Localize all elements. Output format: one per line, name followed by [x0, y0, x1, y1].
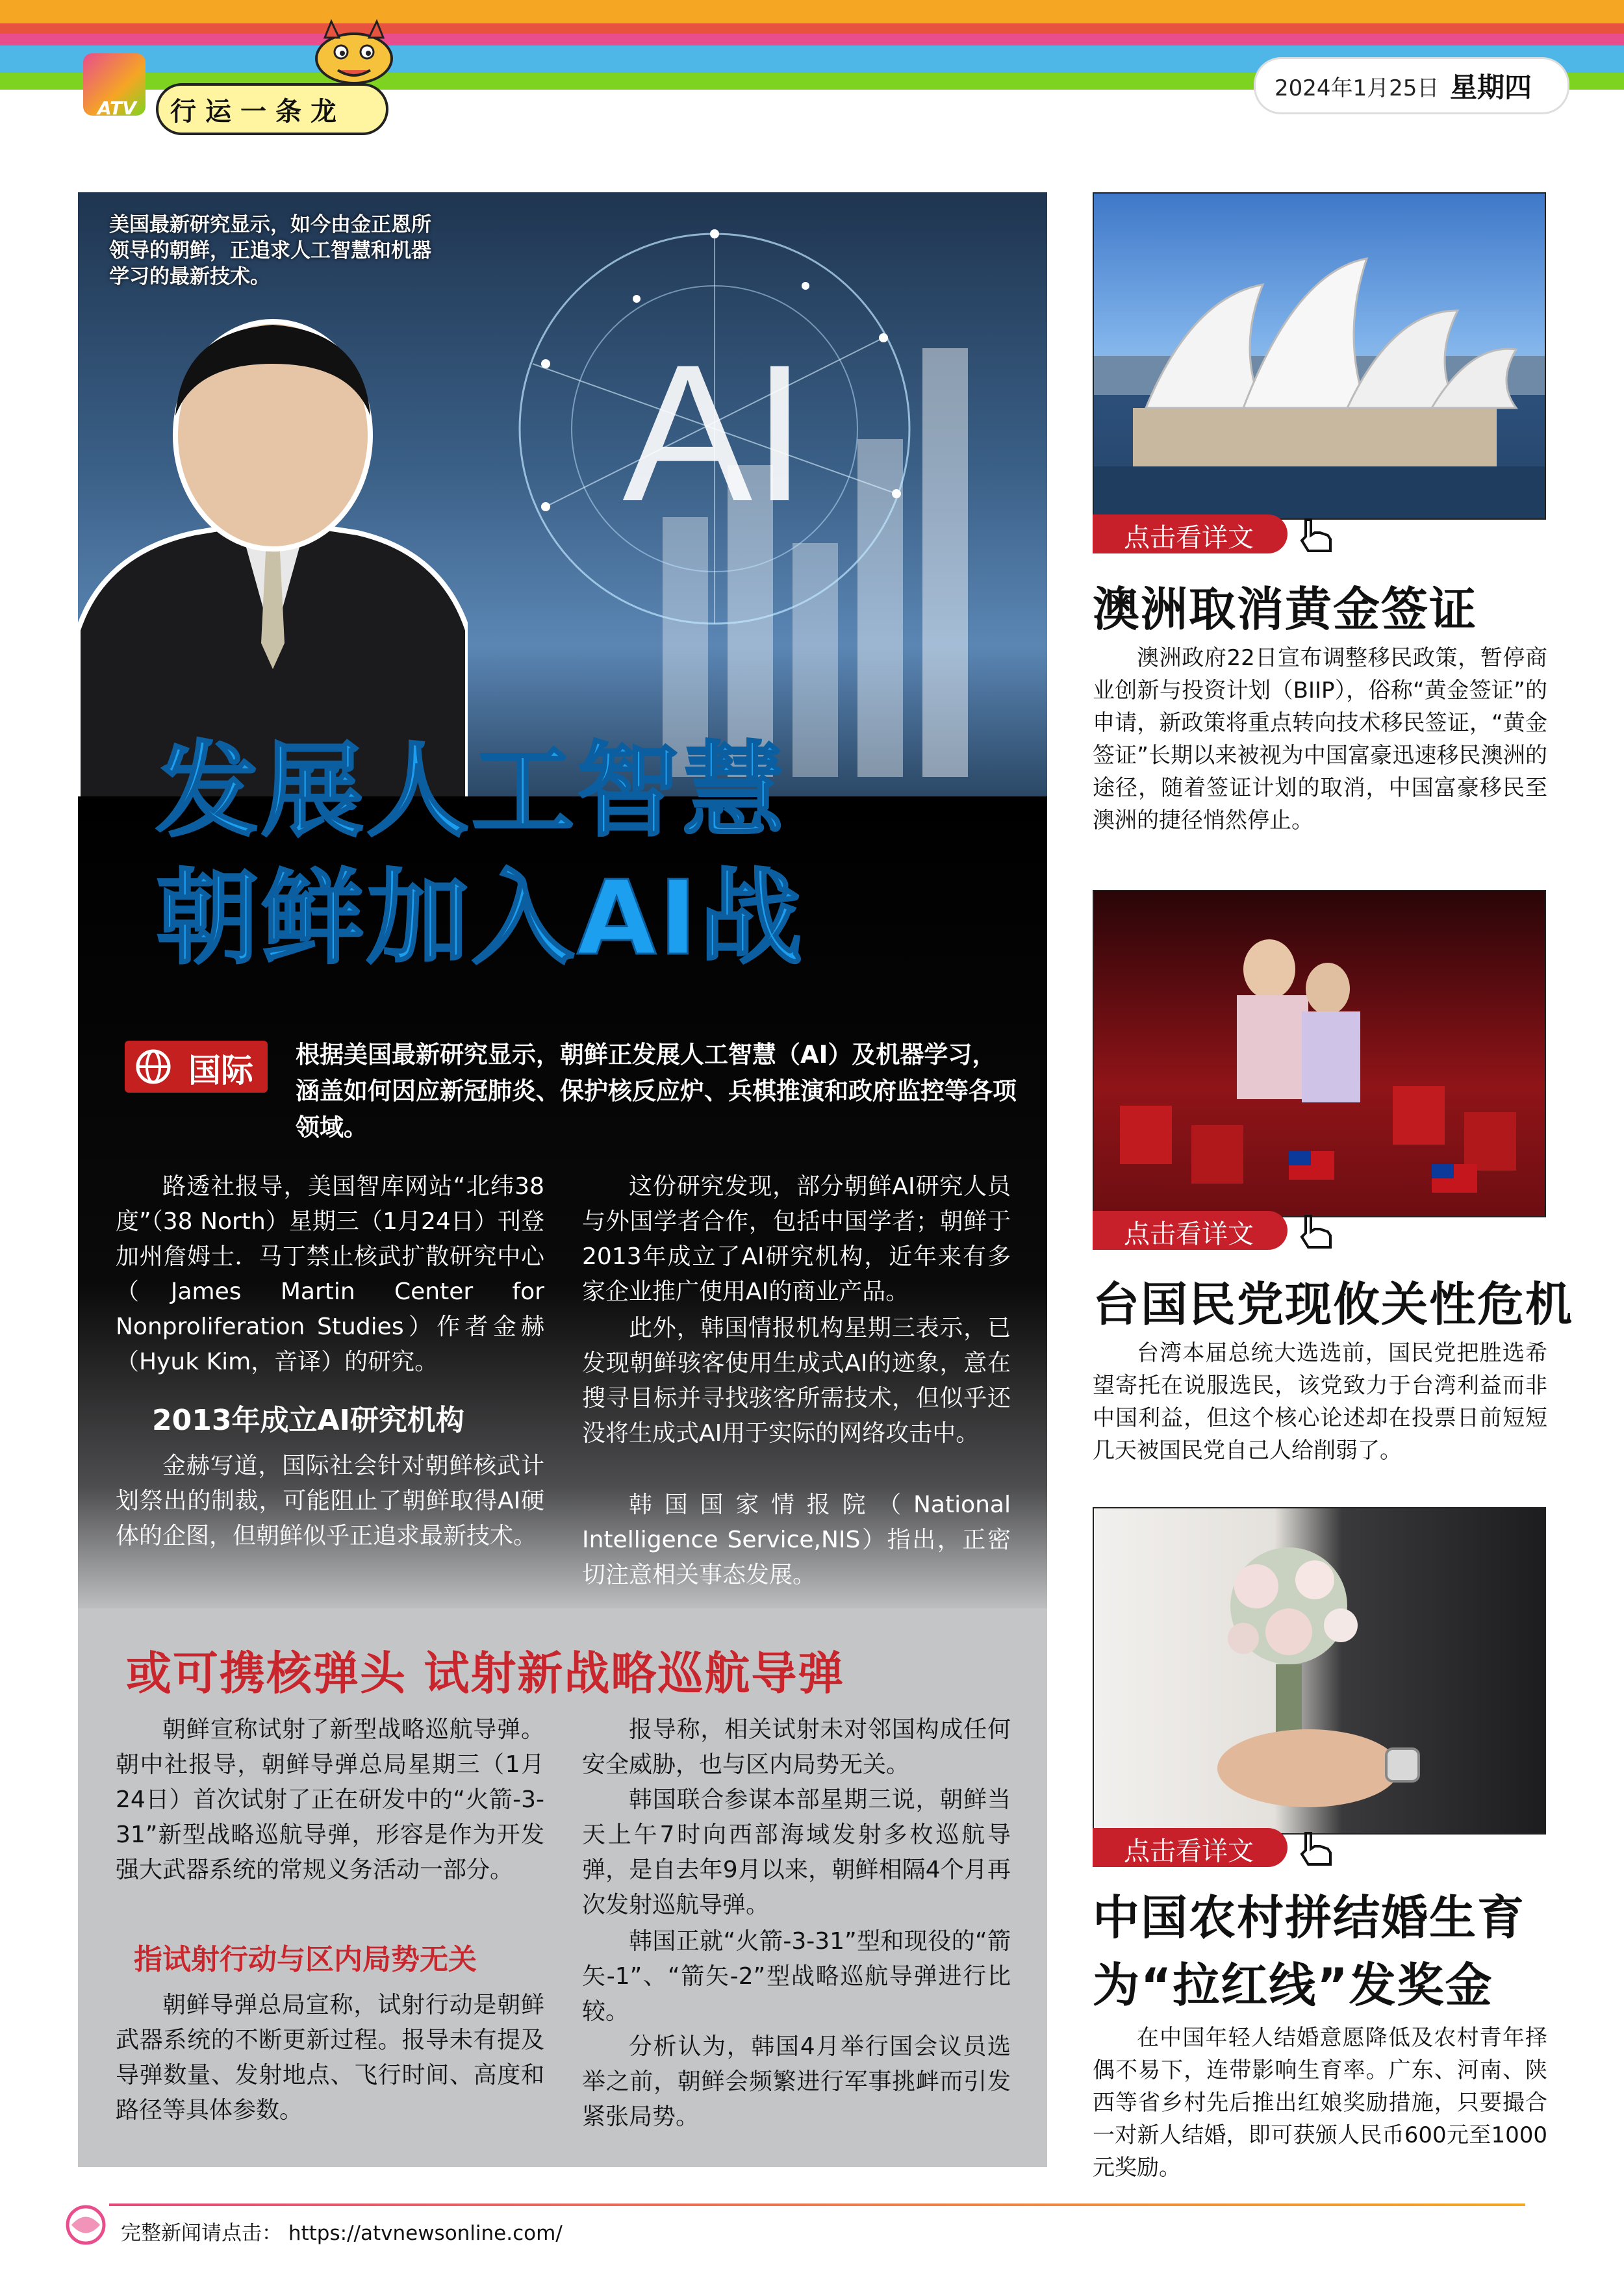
missile-col2-para4: 分析认为，韩国4月举行国会议员选举之前，朝鲜会频繁进行军事挑衅而引发紧张局势。	[582, 2033, 1011, 2130]
main-col1-subhead: 2013年成立AI研究机构	[152, 1404, 464, 1437]
main-col2-para1: 这份研究发现，部分朝鲜AI研究人员与外国学者合作，包括中国学者；朝鲜于2013年成立了AI研究机构，近年来有多家企业推广使用AI的商业产品。	[582, 1173, 1011, 1305]
wedding-bouquet-photo[interactable]	[1093, 1507, 1546, 1835]
pointer-hand-icon	[1293, 513, 1338, 559]
main-col1-para1: 路透社报导，美国智库网站“北纬38度”（38 North）星期三（1月24日）刊登加州詹姆士．马丁禁止核武扩散研究中心（James Martin Center for Nonproliferation Studies）作者金赫（Hyuk Kim，音译）的研究。	[116, 1173, 544, 1375]
missile-col2-para1: 报导称，相关试射未对邻国构成任何安全威胁，也与区内局势无关。	[582, 1716, 1011, 1778]
sidebar-body-1: 澳洲政府22日宣布调整移民政策，暂停商业创新与投资计划（BIIP），俗称“黄金签证”的申请，新政策将重点转向技术移民签证，“黄金签证”长期以来被视为中国富豪迅速移民澳洲的途径，随着签证计划的取消，中国富豪移民至澳洲的捷径悄然停止。	[1093, 645, 1547, 833]
article-lead: 根据美国最新研究显示，朝鲜正发展人工智慧（AI）及机器学习，涵盖如何因应新冠肺炎、保护核反应炉、兵棋推演和政府监控等各项领域。	[296, 1041, 1017, 1141]
sidebar-title-2[interactable]: 台国民党现攸关性危机	[1093, 1277, 1574, 1332]
read-more-label-3: 点击看详文	[1124, 1836, 1254, 1866]
pointer-hand-icon	[1293, 1827, 1338, 1872]
section-tag-label: 国际	[188, 1052, 253, 1089]
rally-chairs-graphic	[1094, 891, 1545, 1216]
ai-brain-graphic	[468, 195, 1000, 702]
main-col1-para2: 金赫写道，国际社会针对朝鲜核武计划祭出的制裁，可能阻止了朝鲜取得AI硬体的企图，但朝鲜似乎正追求最新技术。	[116, 1453, 544, 1549]
footer-logo-icon	[60, 2202, 112, 2248]
missile-col1-para1: 朝鲜宣称试射了新型战略巡航导弹。朝中社报导，朝鲜导弹总局星期三（1月24日）首次试射了正在研发中的“火箭-3-31”新型战略巡航导弹，形容是作为开发强大武器系统的常规义务活动一部分。	[116, 1716, 544, 1883]
sidebar-title-1[interactable]: 澳洲取消黄金签证	[1093, 582, 1478, 637]
missile-col1-para2: 朝鲜导弹总局宣称，试射行动是朝鲜武器系统的不断更新过程。报导未有提及导弹数量、发射地点、飞行时间、高度和路径等具体参数。	[116, 1992, 544, 2124]
headline-line-2: 朝鲜加入AI战	[156, 859, 806, 978]
kim-jong-un-photo	[78, 305, 468, 799]
dragon-mascot-icon	[305, 18, 403, 90]
sidebar-body-2: 台湾本届总统大选选前，国民党把胜选希望寄托在说服选民，该党致力于台湾利益而非中国利益，但这个核心论述却在投票日前短短几天被国民党自己人给削弱了。	[1093, 1340, 1547, 1464]
main-headline	[156, 728, 805, 982]
ai-text: AI	[622, 324, 807, 542]
footer-divider	[109, 2203, 1525, 2206]
slogan-text: 行运一条龙	[170, 97, 346, 127]
main-col2-para2: 此外，韩国情报机构星期三表示，已发现朝鲜骇客使用生成式AI的迹象，意在搜寻目标并寻找骇客所需技术，但似乎还没将生成式AI用于实际的网络攻击中。	[582, 1315, 1011, 1447]
footer-link[interactable]: 完整新闻请点击： https://atvnewsonline.com/	[121, 2222, 563, 2245]
sidebar-title-3-line-2: 为“拉红线”发奖金	[1093, 1958, 1493, 2013]
sidebar-title-3-line-1: 中国农村拼结婚生育	[1093, 1890, 1526, 1945]
issue-date: 2024年1月25日	[1275, 75, 1440, 101]
missile-col2-para2: 韩国联合参谋本部星期三说，朝鲜当天上午7时向西部海域发射多枚巡航导弹，是自去年9月以来，朝鲜相隔4个月再次发射巡航导弹。	[582, 1786, 1011, 1918]
read-more-label-2: 点击看详文	[1124, 1219, 1254, 1249]
missile-col1-subhead: 指试射行动与区内局势无关	[134, 1943, 477, 1976]
bouquet-graphic	[1094, 1508, 1545, 1833]
header-stripe-red	[0, 23, 1624, 34]
globe-icon	[134, 1047, 173, 1086]
main-col2-para3: 韩国国家情报院（National Intelligence Service,NIS）指出，正密切注意相关事态发展。	[582, 1492, 1011, 1588]
pointer-hand-icon	[1293, 1210, 1338, 1255]
missile-col2-para3: 韩国正就“火箭-3-31”型和现役的“箭矢-1”、“箭矢-2”型战略巡航导弹进行比较。	[582, 1928, 1011, 2025]
read-more-label-1: 点击看详文	[1124, 523, 1254, 553]
header-stripe-pink	[0, 34, 1624, 45]
issue-weekday: 星期四	[1450, 71, 1532, 103]
sydney-opera-house-photo[interactable]	[1093, 192, 1546, 520]
hero-caption: 美国最新研究显示，如今由金正恩所领导的朝鲜，正追求人工智慧和机器学习的最新技术。	[109, 213, 431, 288]
opera-house-graphic	[1094, 194, 1545, 518]
missile-headline: 或可携核弹头 试射新战略巡航导弹	[126, 1647, 845, 1700]
atv-logo-text: ATV	[97, 97, 136, 119]
header-stripe-orange	[0, 0, 1624, 23]
kmt-rally-photo[interactable]	[1093, 890, 1546, 1217]
headline-line-1: 发展人工智慧	[156, 731, 787, 851]
sidebar-body-3: 在中国年轻人结婚意愿降低及农村青年择偶不易下，连带影响生育率。广东、河南、陕西等省乡村先后推出红娘奖励措施，只要撮合一对新人结婚，即可获颁人民币600元至1000元奖励。	[1093, 2025, 1547, 2181]
sidebar-title-3[interactable]	[1093, 1884, 1525, 2019]
